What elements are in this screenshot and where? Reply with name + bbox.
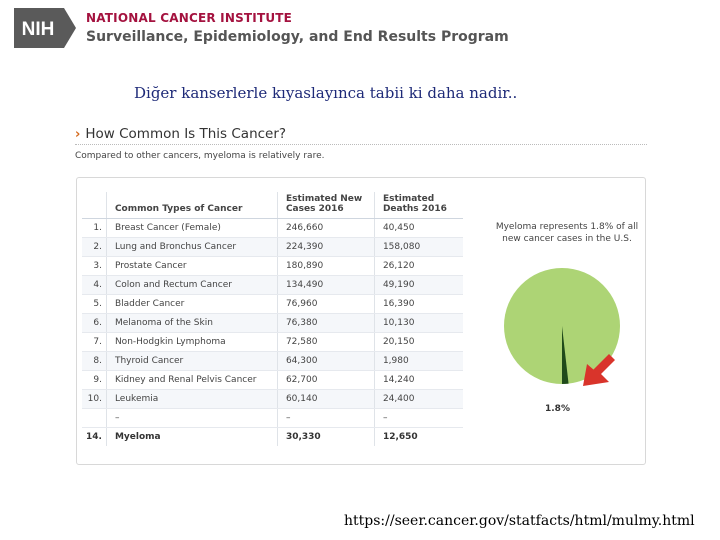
intro-text: Compared to other cancers, myeloma is relatively rare. [75,151,325,161]
cancer-type-cell: Thyroid Cancer [106,352,277,371]
table-row [82,314,463,333]
table-row [82,333,463,352]
cancer-type-cell: Bladder Cancer [106,295,277,314]
source-url[interactable]: https://seer.cancer.gov/statfacts/html/mulmy.html [344,513,695,529]
new-cases-cell: 134,490 [277,276,374,295]
heading-divider [75,144,647,145]
rank-header [82,192,106,219]
deaths-cell: 1,980 [374,352,463,371]
myeloma-pie-chart [497,266,627,401]
rank-cell: 2. [82,238,106,257]
pie-percent-label: 1.8% [545,404,570,414]
deaths-cell: 20,150 [374,333,463,352]
table-row [82,257,463,276]
section-heading[interactable] [75,126,286,142]
deaths-cell: 14,240 [374,371,463,390]
deaths-cell: 24,400 [374,390,463,409]
table-row [82,390,463,409]
new-cases-cell: 60,140 [277,390,374,409]
cancer-type-cell: Breast Cancer (Female) [106,219,277,238]
table-row [82,238,463,257]
new-cases-cell: 180,890 [277,257,374,276]
rank-cell: 7. [82,333,106,352]
cancer-type-cell: – [106,409,277,428]
cancer-stats-table [82,192,463,446]
rank-cell: 5. [82,295,106,314]
new-cases-header: Estimated New Cases 2016 [277,192,374,219]
cancer-type-header: Common Types of Cancer [106,192,277,219]
cancer-type-cell: Lung and Bronchus Cancer [106,238,277,257]
rank-cell: 8. [82,352,106,371]
cancer-type-cell: Prostate Cancer [106,257,277,276]
deaths-cell: – [374,409,463,428]
section-heading-text: How Common Is This Cancer? [85,126,287,142]
cancer-type-cell: Kidney and Renal Pelvis Cancer [106,371,277,390]
deaths-cell: 10,130 [374,314,463,333]
new-cases-cell: 72,580 [277,333,374,352]
program-title: Surveillance, Epidemiology, and End Results Program [86,29,509,45]
deaths-cell: 158,080 [374,238,463,257]
deaths-cell: 49,190 [374,276,463,295]
chevron-right-icon: › [75,126,81,142]
new-cases-cell: 76,960 [277,295,374,314]
table-row [82,409,463,428]
new-cases-cell: 246,660 [277,219,374,238]
table-row [82,371,463,390]
rank-cell [82,409,106,428]
cancer-type-cell: Non-Hodgkin Lymphoma [106,333,277,352]
rank-cell: 1. [82,219,106,238]
deaths-cell: 26,120 [374,257,463,276]
rank-cell: 3. [82,257,106,276]
nih-logo [14,8,76,48]
nih-logo-text: NIH [21,19,55,40]
rank-cell: 10. [82,390,106,409]
rank-cell: 9. [82,371,106,390]
rank-cell: 14. [82,428,106,447]
new-cases-cell: 62,700 [277,371,374,390]
statistics-panel [76,177,646,465]
deaths-cell: 12,650 [374,428,463,447]
deaths-cell: 16,390 [374,295,463,314]
new-cases-cell: 30,330 [277,428,374,447]
table-header-row [82,192,463,219]
new-cases-cell: 76,380 [277,314,374,333]
cancer-type-cell: Leukemia [106,390,277,409]
institute-title: NATIONAL CANCER INSTITUTE [86,11,293,25]
new-cases-cell: – [277,409,374,428]
table-row [82,219,463,238]
new-cases-cell: 64,300 [277,352,374,371]
deaths-header: Estimated Deaths 2016 [374,192,463,219]
table-row [82,352,463,371]
pie-caption: Myeloma represents 1.8% of all new cancer cases in the U.S. [495,222,639,244]
table-row [82,295,463,314]
table-row [82,276,463,295]
cancer-type-cell: Myeloma [106,428,277,447]
slide-caption: Diğer kanserlerle kıyaslayınca tabii ki daha nadir.. [134,84,518,102]
cancer-type-cell: Colon and Rectum Cancer [106,276,277,295]
new-cases-cell: 224,390 [277,238,374,257]
rank-cell: 6. [82,314,106,333]
table-row-highlight [82,428,463,447]
rank-cell: 4. [82,276,106,295]
deaths-cell: 40,450 [374,219,463,238]
cancer-type-cell: Melanoma of the Skin [106,314,277,333]
